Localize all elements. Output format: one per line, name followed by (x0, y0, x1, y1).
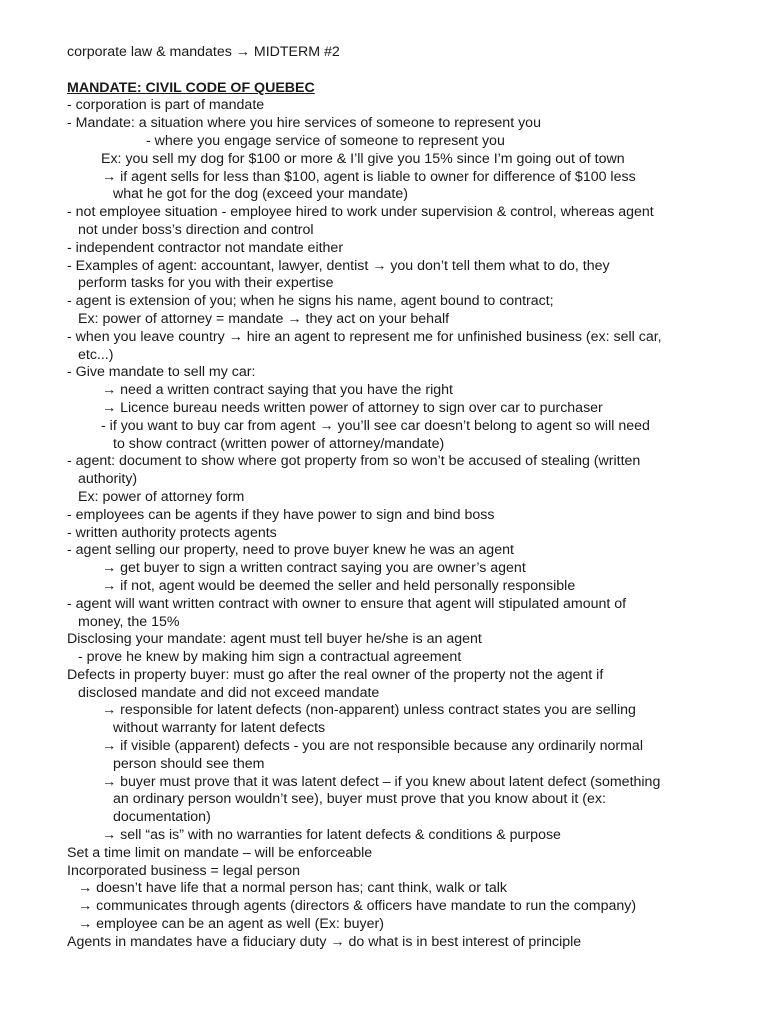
notes-list (67, 97, 757, 951)
note-line: - prove he knew by making him sign a contractual agreement (78, 649, 462, 666)
document-body (67, 44, 757, 952)
note-line: → doesn’t have life that a normal person has; cant think, walk or talk (78, 880, 507, 897)
note-line: - independent contractor not mandate either (67, 239, 344, 256)
section-title: MANDATE: CIVIL CODE OF QUEBEC (67, 79, 315, 96)
note-line: Incorporated business = legal person (67, 862, 301, 879)
note-line: - where you engage service of someone to represent you (146, 132, 505, 149)
blank-line (67, 62, 757, 80)
note-line: - written authority protects agents (67, 524, 277, 541)
note-line: Defects in property buyer: must go after the real owner of the property not the agent if (67, 666, 604, 683)
note-line: - when you leave country → hire an agent to represent me for unfinished business (ex: sell car, (67, 328, 662, 345)
note-line: documentation) (113, 809, 211, 826)
note-line: → if visible (apparent) defects - you are not responsible because any ordinarily normal (102, 738, 643, 755)
note-line: an ordinary person wouldn’t see), buyer must prove that you know about it (ex: (113, 791, 606, 808)
note-line: disclosed mandate and did not exceed mandate (78, 684, 380, 701)
note-line: - Examples of agent: accountant, lawyer, dentist → you don’t tell them what to do, they (67, 257, 610, 274)
note-line: - agent: document to show where got property from so won’t be accused of stealing (written (67, 453, 641, 470)
note-line: money, the 15% (78, 613, 180, 630)
note-line: - if you want to buy car from agent → you’ll see car doesn’t belong to agent so will need (101, 417, 650, 434)
note-line: - agent is extension of you; when he signs his name, agent bound to contract; (67, 293, 554, 310)
note-line: Ex: power of attorney form (78, 488, 245, 505)
note-line: → get buyer to sign a written contract saying you are owner’s agent (102, 560, 526, 577)
note-line: person should see them (113, 755, 265, 772)
note-line: Set a time limit on mandate – will be enforceable (67, 844, 373, 861)
note-line: → need a written contract saying that you have the right (102, 382, 453, 399)
note-line: → if not, agent would be deemed the seller and held personally responsible (102, 577, 576, 594)
note-line: etc...) (78, 346, 114, 363)
note-line: - Mandate: a situation where you hire services of someone to represent you (67, 115, 541, 132)
note-line: to show contract (written power of attorney/mandate) (113, 435, 445, 452)
document-header: corporate law & mandates → MIDTERM #2 (67, 44, 340, 60)
note-line: Agents in mandates have a fiduciary duty → do what is in best interest of principle (67, 933, 582, 950)
note-line: → responsible for latent defects (non-apparent) unless contract states you are selling (102, 702, 636, 719)
note-line: without warranty for latent defects (113, 720, 326, 737)
note-line: not under boss’s direction and control (78, 221, 314, 238)
note-line: → Licence bureau needs written power of attorney to sign over car to purchaser (102, 399, 603, 416)
note-line: authority) (78, 471, 138, 488)
note-line: what he got for the dog (exceed your mandate) (113, 186, 408, 203)
note-line: - corporation is part of mandate (67, 97, 265, 114)
note-line: Ex: you sell my dog for $100 or more & I’ll give you 15% since I’m going out of town (101, 150, 625, 167)
note-line: - not employee situation - employee hired to work under supervision & control, whereas agent (67, 204, 654, 221)
note-line: - agent will want written contract with owner to ensure that agent will stipulated amount of (67, 595, 627, 612)
note-line: → employee can be an agent as well (Ex: buyer) (78, 916, 384, 933)
note-line: - agent selling our property, need to prove buyer knew he was an agent (67, 542, 514, 559)
note-line: → sell “as is” with no warranties for latent defects & conditions & purpose (102, 827, 561, 844)
note-line: perform tasks for you with their expertise (78, 275, 334, 292)
note-line: Ex: power of attorney = mandate → they act on your behalf (78, 310, 450, 327)
note-line: - employees can be agents if they have power to sign and bind boss (67, 506, 495, 523)
note-line: → communicates through agents (directors & officers have mandate to run the company) (78, 898, 637, 915)
note-line: → if agent sells for less than $100, agent is liable to owner for difference of $100 less (102, 168, 636, 185)
note-line: Disclosing your mandate: agent must tell buyer he/she is an agent (67, 631, 482, 648)
note-line: - Give mandate to sell my car: (67, 364, 256, 381)
note-line: → buyer must prove that it was latent defect – if you knew about latent defect (something (102, 773, 661, 790)
